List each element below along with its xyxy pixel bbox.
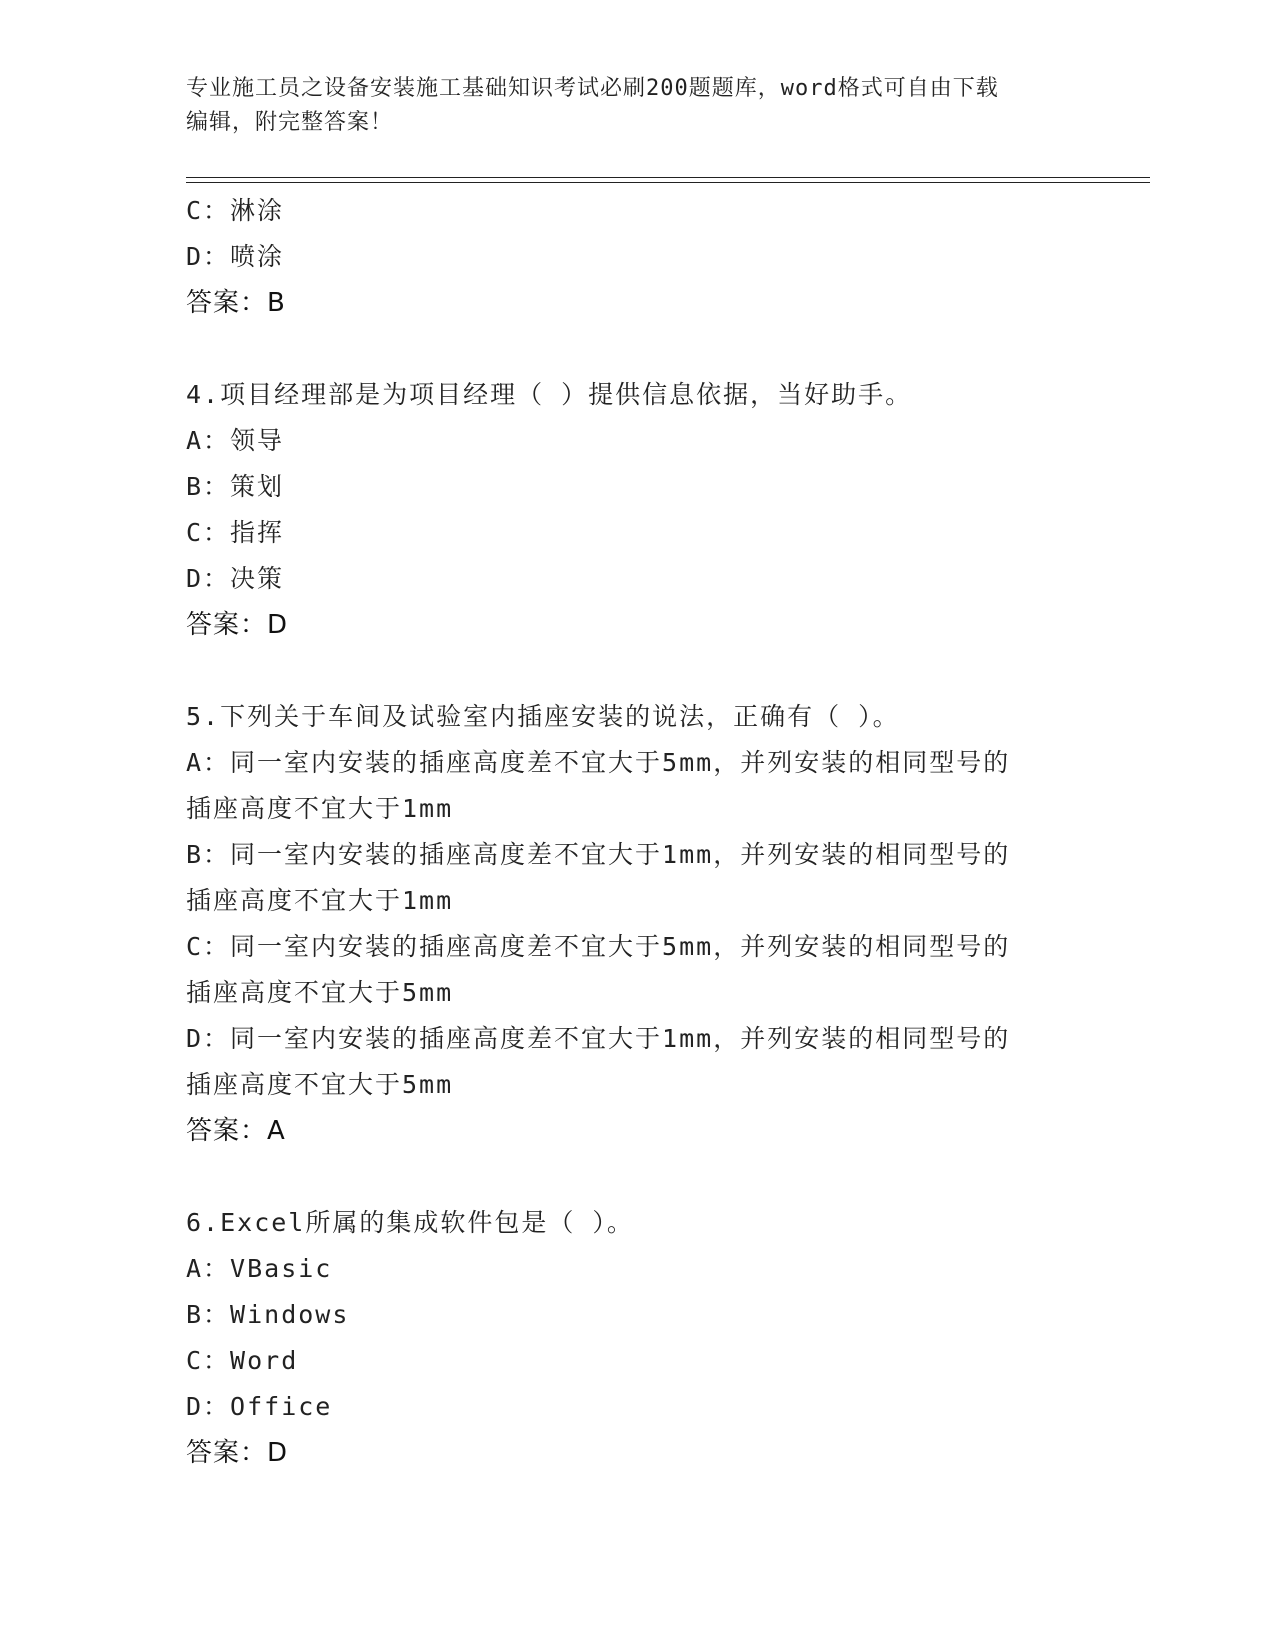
option-d-line1: D：同一室内安装的插座高度差不宜大于1mm，并列安装的相同型号的 xyxy=(186,1024,1011,1053)
spacer xyxy=(186,648,1066,694)
option-a: A：VBasic xyxy=(186,1254,333,1283)
question-stem: 4.项目经理部是为项目经理（ ）提供信息依据，当好助手。 xyxy=(186,380,913,409)
option-c-line2: 插座高度不宜大于5mm xyxy=(186,978,454,1007)
question-stem: 6.Excel所属的集成软件包是（ ）。 xyxy=(186,1208,634,1237)
option-d: D：决策 xyxy=(186,564,285,593)
question-5 xyxy=(186,694,1066,1154)
header-rule-bottom xyxy=(186,182,1150,183)
option-c: C：Word xyxy=(186,1346,299,1375)
header-title-line1: 专业施工员之设备安装施工基础知识考试必刷200题题库，word格式可自由下载 xyxy=(186,76,999,101)
question-list xyxy=(186,188,1066,1476)
option-a-line1: A：同一室内安装的插座高度差不宜大于5mm，并列安装的相同型号的 xyxy=(186,748,1011,777)
option-a: A：领导 xyxy=(186,426,285,455)
answer: 答案：D xyxy=(186,1438,289,1468)
question-3 xyxy=(186,188,1066,326)
option-a-line2: 插座高度不宜大于1mm xyxy=(186,794,454,823)
option-d: D：喷涂 xyxy=(186,242,285,271)
question-6 xyxy=(186,1200,1066,1476)
option-c-line1: C：同一室内安装的插座高度差不宜大于5mm，并列安装的相同型号的 xyxy=(186,932,1011,961)
page-header xyxy=(186,72,1066,140)
option-b: B：策划 xyxy=(186,472,285,501)
question-stem: 5.下列关于车间及试验室内插座安装的说法，正确有（ ）。 xyxy=(186,702,900,731)
option-d: D：Office xyxy=(186,1392,333,1421)
question-4 xyxy=(186,372,1066,648)
option-b-line1: B：同一室内安装的插座高度差不宜大于1mm，并列安装的相同型号的 xyxy=(186,840,1011,869)
option-c: C：指挥 xyxy=(186,518,285,547)
spacer xyxy=(186,326,1066,372)
option-b: B：Windows xyxy=(186,1300,350,1329)
option-b-line2: 插座高度不宜大于1mm xyxy=(186,886,454,915)
answer: 答案：D xyxy=(186,610,289,640)
option-c: C：淋涂 xyxy=(186,196,285,225)
answer: 答案：B xyxy=(186,288,286,318)
header-rule-top xyxy=(186,177,1150,178)
spacer xyxy=(186,1154,1066,1200)
option-d-line2: 插座高度不宜大于5mm xyxy=(186,1070,454,1099)
header-title-line2: 编辑，附完整答案！ xyxy=(186,110,394,135)
answer: 答案：A xyxy=(186,1116,286,1146)
